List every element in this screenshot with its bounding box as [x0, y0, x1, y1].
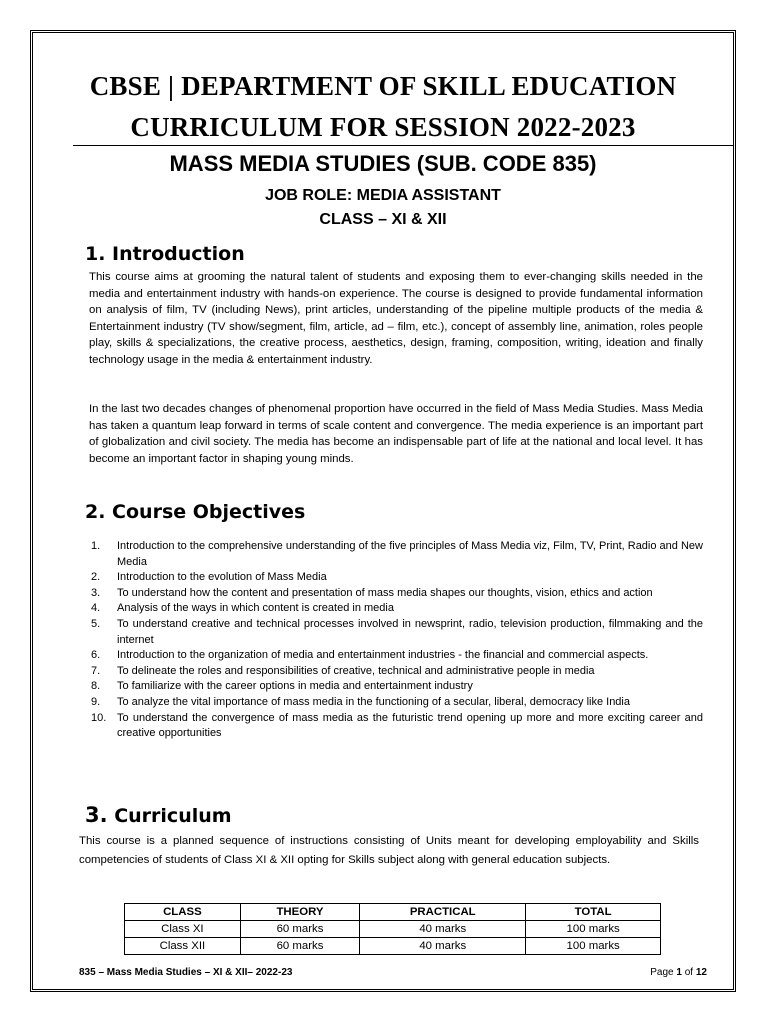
- objective-text: To understand creative and technical processes involved in newsprint, radio, television production, filmmaking and the internet: [117, 617, 703, 646]
- objective-item: [91, 711, 703, 742]
- objective-item: [91, 586, 703, 602]
- footer-page-of: of: [681, 967, 696, 978]
- objective-number: 4.: [91, 602, 101, 615]
- job-role: JOB ROLE: MEDIA ASSISTANT: [265, 187, 501, 204]
- table-cell: 40 marks: [360, 921, 526, 938]
- objective-item: [91, 648, 703, 664]
- objective-item: [91, 570, 703, 586]
- objective-number: 6.: [91, 649, 101, 662]
- table-header-cell: TOTAL: [526, 904, 661, 921]
- class-line: CLASS – XI & XII: [319, 211, 447, 228]
- footer-document-name: 835 – Mass Media Studies – XI & XII– 2022-23: [79, 967, 293, 978]
- objective-item: [91, 695, 703, 711]
- objective-text: To delineate the roles and responsibilities of creative, technical and administrative people in media: [117, 664, 595, 677]
- introduction-heading: 1. Introduction: [85, 243, 245, 265]
- objective-item: [91, 601, 703, 617]
- objective-text: To familiarize with the career options in media and entertainment industry: [117, 680, 473, 693]
- curriculum-heading-number: 3.: [85, 803, 108, 827]
- subject-title: MASS MEDIA STUDIES (SUB. CODE 835): [169, 151, 597, 176]
- introduction-paragraph-2: In the last two decades changes of phenomenal proportion have occurred in the field of Mass Media Studies. Mass Media has taken a quantum leap forward in terms of scale content and convergence. The media experience is an important part of globalization and civil society. The media has become an indispensable part of life at the national and local level. It has become an important factor in shaping young minds.: [89, 403, 703, 465]
- table-cell: 60 marks: [240, 921, 359, 938]
- objectives-list: [91, 539, 703, 742]
- footer-page-prefix: Page: [650, 967, 677, 978]
- table-header-cell: THEORY: [240, 904, 359, 921]
- objective-text: Introduction to the comprehensive understanding of the five principles of Mass Media viz, Film, TV, Print, Radio and New Media: [117, 540, 703, 568]
- objective-text: To analyze the vital importance of mass media in the functioning of a secular, liberal, democracy like India: [117, 695, 630, 708]
- objective-text: Introduction to the organization of media and entertainment industries - the financial and commercial aspects.: [117, 649, 649, 662]
- footer-page-total: 12: [695, 967, 707, 978]
- objective-text: Introduction to the evolution of Mass Media: [117, 571, 327, 584]
- table-header-row: [125, 904, 661, 921]
- table-row: [125, 938, 661, 955]
- objective-number: 1.: [91, 540, 101, 552]
- curriculum-heading: [85, 803, 232, 827]
- curriculum-heading-text: Curriculum: [107, 805, 232, 827]
- objective-number: 5.: [91, 617, 101, 630]
- introduction-paragraph-1: This course aims at grooming the natural talent of students and exposing them to ever-changing skills needed in the media and entertainment industry with hands-on experience. The course is designed to provide fundamental information on analysis of film, TV (including News), print articles, understanding of the pipeline multiple products of the media & Entertainment industry (TV show/segment, film, article, ad – film, etc.), concept of assembly line, animation, roles people play, skills & specializations, the creative process, aesthetics, design, framing, composition, writing, ideation and finally technology usage in the media & entertainment industry.: [89, 271, 703, 366]
- table-cell: 100 marks: [526, 938, 661, 955]
- objective-item: [91, 617, 703, 648]
- table-cell: Class XI: [125, 921, 241, 938]
- objective-item: [91, 539, 703, 570]
- objective-number: 10.: [91, 711, 107, 724]
- table-cell: 60 marks: [240, 938, 359, 955]
- objectives-heading: 2. Course Objectives: [85, 501, 306, 523]
- objective-number: 8.: [91, 680, 101, 693]
- table-header-cell: CLASS: [125, 904, 241, 921]
- table-cell: Class XII: [125, 938, 241, 955]
- objective-item: [91, 679, 703, 695]
- session-title: CURRICULUM FOR SESSION 2022-2023: [130, 112, 636, 142]
- objective-text: To understand the convergence of mass media as the futuristic trend opening up more and more exciting career and creative opportunities: [117, 711, 703, 740]
- table-header-cell: PRACTICAL: [360, 904, 526, 921]
- table-row: [125, 921, 661, 938]
- objective-number: 7.: [91, 664, 101, 677]
- objective-number: 9.: [91, 695, 101, 708]
- objective-text: Analysis of the ways in which content is created in media: [117, 602, 394, 615]
- title-rule: [73, 145, 733, 146]
- marks-table: [124, 903, 661, 955]
- page-border: [30, 30, 736, 992]
- table-cell: 40 marks: [360, 938, 526, 955]
- footer-page-number: [650, 967, 707, 978]
- table-cell: 100 marks: [526, 921, 661, 938]
- objective-number: 2.: [91, 571, 101, 584]
- objective-item: [91, 664, 703, 680]
- department-title: CBSE | DEPARTMENT OF SKILL EDUCATION: [89, 71, 677, 101]
- objective-number: 3.: [91, 586, 101, 599]
- objective-text: To understand how the content and presentation of mass media shapes our thoughts, vision, ethics and action: [117, 586, 653, 599]
- footer-page-current: 1: [676, 967, 682, 978]
- curriculum-paragraph: This course is a planned sequence of instructions consisting of Units meant for developing employability and Skills competencies of students of Class XI & XII opting for Skills subject along with general education subjects.: [79, 835, 699, 866]
